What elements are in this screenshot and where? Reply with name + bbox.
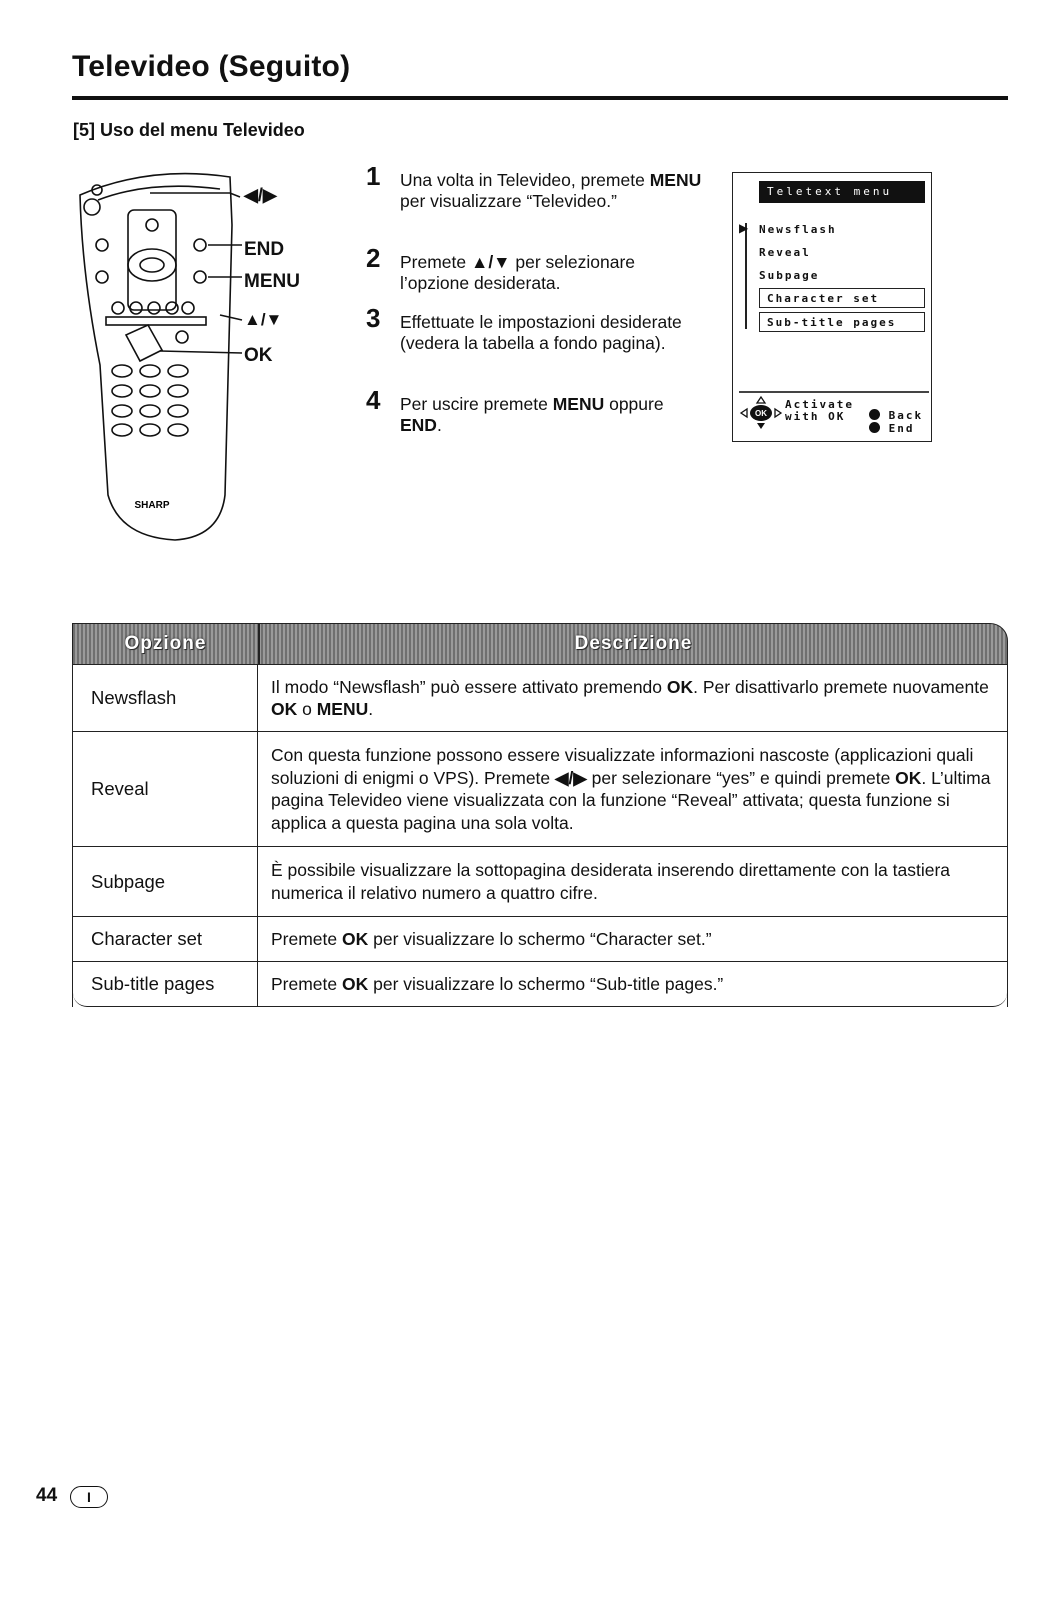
step-4	[366, 385, 706, 436]
option-name: Character set	[73, 917, 258, 961]
svg-text:OK: OK	[755, 409, 767, 418]
option-description: È possibile visualizzare la sottopagina desiderata inserendo direttamente con la tastiera numerica il relativo numero a quattro cifre.	[271, 860, 951, 903]
remote-label-ok: OK	[244, 345, 273, 366]
cursor-arrow-icon: ▶	[739, 221, 749, 235]
teletext-item-subpage: Subpage	[759, 269, 820, 282]
option-name: Newsflash	[73, 665, 258, 731]
step-3	[366, 303, 706, 354]
option-name: Reveal	[73, 732, 258, 846]
remote-brand-label: SHARP	[134, 500, 170, 511]
step-2	[366, 243, 706, 294]
option-description: Premete OK per visualizzare lo schermo “Sub-title pages.”	[271, 973, 724, 994]
teletext-item-newsflash: Newsflash	[759, 223, 837, 236]
header-description: Descrizione	[574, 633, 693, 654]
options-table	[72, 623, 1008, 1007]
menu-button-icon	[869, 409, 880, 420]
option-description: Premete OK per visualizzare lo schermo “Character set.”	[271, 928, 712, 949]
remote-label-end: END	[244, 239, 285, 260]
option-name: Sub-title pages	[73, 962, 258, 1006]
end-button-icon	[869, 422, 880, 433]
step-text: Una volta in Televideo, premete MENU per visualizzare “Televideo.”	[400, 170, 702, 211]
remote-control-illustration	[70, 165, 320, 555]
menu-cursor-line	[745, 223, 747, 329]
step-number: 3	[366, 303, 381, 333]
section-heading: [5] Uso del menu Televideo	[73, 120, 305, 140]
step-1	[366, 161, 706, 212]
teletext-menu-screen	[732, 172, 932, 442]
remote-label-left-right: ◀/▶	[244, 185, 277, 205]
header-option: Opzione	[124, 633, 207, 654]
table-row	[73, 847, 1007, 917]
title-rule	[72, 96, 1008, 100]
step-text: Effettuate le impostazioni desiderate (vedera la tabella a fondo pagina).	[400, 312, 682, 353]
step-number: 2	[366, 243, 381, 273]
teletext-item-reveal: Reveal	[759, 246, 811, 259]
step-number: 4	[366, 385, 381, 415]
teletext-footer-activate: Activate with OK	[785, 398, 854, 423]
table-row	[73, 665, 1007, 732]
step-text: Per uscire premete MENU oppure END.	[400, 394, 664, 435]
step-text: Premete ▲/▼ per selezionare l’opzione desiderata.	[400, 252, 636, 293]
remote-label-up-down: ▲/▼	[244, 310, 283, 329]
teletext-footer-divider	[739, 391, 929, 393]
ok-navigation-icon	[739, 395, 783, 431]
step-number: 1	[366, 161, 381, 191]
teletext-footer-back-end: Back End	[869, 409, 923, 435]
remote-control-icon	[70, 165, 320, 555]
table-row	[73, 732, 1007, 847]
language-badge: I	[70, 1486, 108, 1508]
table-header	[72, 623, 1008, 665]
option-name: Subpage	[73, 847, 258, 916]
teletext-item-sub-title-pages: Sub-title pages	[759, 312, 925, 332]
table-row	[73, 917, 1007, 962]
table-row	[73, 962, 1007, 1007]
teletext-menu-header: Teletext menu	[759, 181, 925, 203]
option-description: Il modo “Newsflash” può essere attivato premendo OK. Per disattivarlo premete nuovamente OK o MENU.	[271, 676, 989, 719]
remote-label-menu: MENU	[244, 271, 300, 292]
table-body	[72, 665, 1008, 1007]
page-number: 44	[36, 1485, 58, 1506]
option-description: Con questa funzione possono essere visualizzate informazioni nascoste (applicazioni quali soluzioni di enigmi o VPS). Premete ◀/▶ per selezionare “yes” e quindi premete OK. L’ultima pagina Televideo viene visualizzata con la funzione “Reveal” attivata; questa funzione si applica a questa pagina una sola volta.	[271, 745, 991, 833]
page-title: Televideo (Seguito)	[72, 50, 351, 83]
teletext-item-character-set: Character set	[759, 288, 925, 308]
